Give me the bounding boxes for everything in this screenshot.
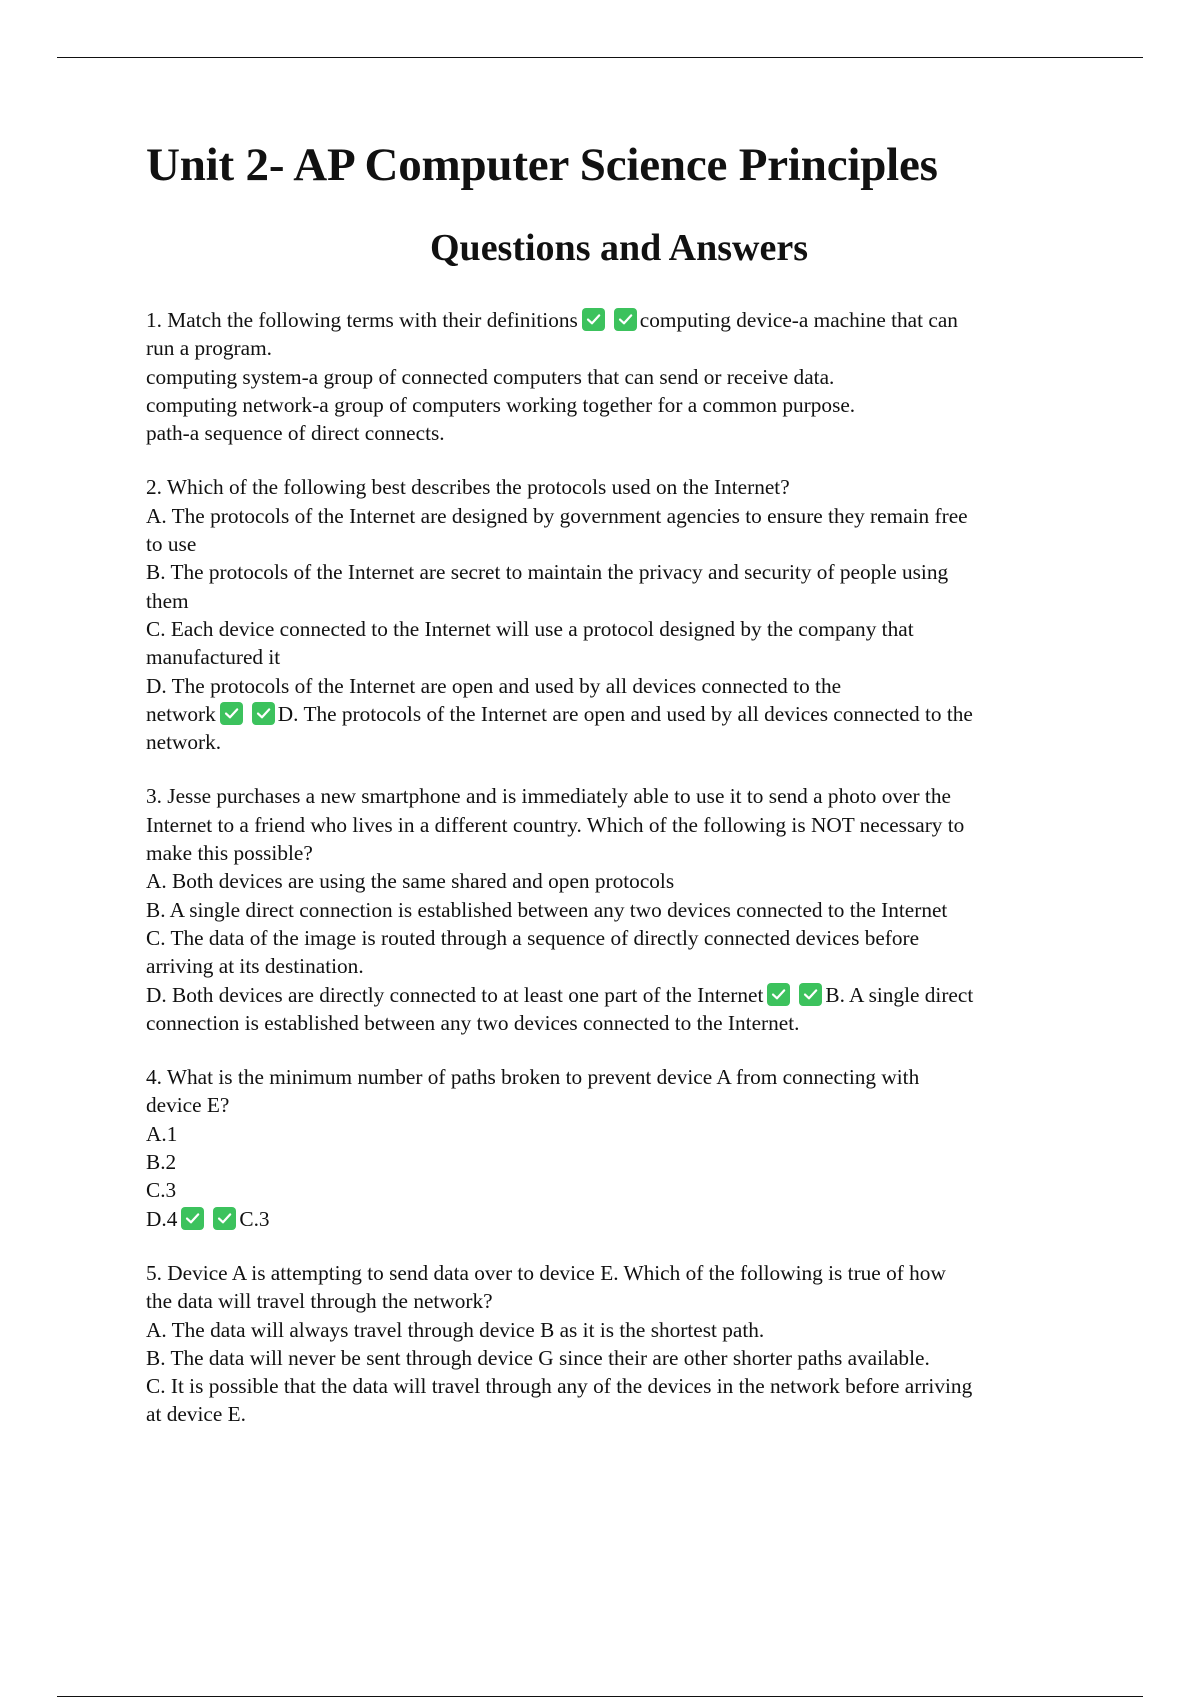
question-line: 2. Which of the following best describes the protocols used on the Internet? [146, 475, 790, 500]
question-line: computing network-a group of computers working together for a common purpose. [146, 392, 856, 417]
document-title: Unit 2- AP Computer Science Principles [146, 139, 938, 191]
document-subtitle: Questions and Answers [430, 227, 808, 269]
question-block [146, 306, 1092, 447]
question-line: A. Both devices are using the same shared and open protocols [146, 869, 675, 894]
question-line: D. The protocols of the Internet are open and used by all devices connected to the [146, 673, 842, 698]
question-line: at device E. [146, 1402, 246, 1427]
question-line: arriving at its destination. [146, 954, 364, 979]
answer-text: computing device-a machine that can [639, 308, 958, 332]
question-line: device E? [146, 1093, 230, 1118]
question-line: B. The data will never be sent through device G since their are other shorter paths available. [146, 1345, 930, 1370]
question-line: computing system-a group of connected computers that can send or receive data. [146, 364, 835, 389]
question-block [146, 782, 1092, 1037]
question-line: C. The data of the image is routed through a sequence of directly connected devices before [146, 925, 920, 950]
header-rule [57, 57, 1143, 58]
question-line: to use [146, 532, 197, 557]
question-line: 5. Device A is attempting to send data over to device E. Which of the following is true of how [146, 1260, 946, 1285]
question-block [146, 1063, 1092, 1233]
question-line: make this possible? [146, 841, 313, 866]
question-line: 3. Jesse purchases a new smartphone and is immediately able to use it to send a photo over the [146, 784, 951, 809]
question-line: the data will travel through the network? [146, 1289, 493, 1314]
question-line [146, 1205, 1092, 1233]
question-text: D. Both devices are directly connected to at least one part of the Internet [146, 982, 764, 1007]
questions-list [146, 306, 1092, 1455]
check-mark-icon [252, 702, 275, 725]
question-text: network [146, 701, 216, 726]
check-mark-icon [220, 702, 243, 725]
question-text: 1. Match the following terms with their definitions [146, 308, 578, 332]
question-line [146, 981, 1092, 1009]
question-line: them [146, 588, 189, 613]
question-line: A. The data will always travel through device B as it is the shortest path. [146, 1317, 765, 1342]
question-line: manufactured it [146, 645, 281, 670]
question-line: C. Each device connected to the Internet will use a protocol designed by the company that [146, 616, 914, 641]
answer-text: B. A single direct [825, 982, 974, 1007]
question-line: C.3 [146, 1178, 177, 1203]
question-line: Internet to a friend who lives in a different country. Which of the following is NOT necessary to [146, 812, 965, 837]
question-line: B.2 [146, 1150, 177, 1175]
question-line: network. [146, 730, 222, 755]
question-line: A.1 [146, 1121, 178, 1146]
question-line: connection is established between any two devices connected to the Internet. [146, 1010, 800, 1035]
answer-text: C.3 [239, 1206, 270, 1231]
question-line [146, 306, 1092, 334]
check-mark-icon [767, 983, 790, 1006]
check-mark-icon [213, 1207, 236, 1230]
question-line: C. It is possible that the data will travel through any of the devices in the network before arriving [146, 1374, 973, 1399]
question-line: path-a sequence of direct connects. [146, 421, 445, 446]
answer-text: D. The protocols of the Internet are open and used by all devices connected to the [277, 701, 973, 726]
check-mark-icon [181, 1207, 204, 1230]
question-block [146, 473, 1092, 756]
check-mark-icon [799, 983, 822, 1006]
check-mark-icon [582, 308, 605, 331]
question-text: D.4 [146, 1206, 178, 1231]
question-line: run a program. [146, 336, 272, 361]
question-line: 4. What is the minimum number of paths broken to prevent device A from connecting with [146, 1065, 920, 1090]
footer-rule [57, 1696, 1143, 1697]
question-line: B. The protocols of the Internet are secret to maintain the privacy and security of people using [146, 560, 949, 585]
question-line: B. A single direct connection is established between any two devices connected to the Internet [146, 897, 948, 922]
check-mark-icon [614, 308, 637, 331]
question-line: A. The protocols of the Internet are designed by government agencies to ensure they remain free [146, 503, 968, 528]
question-line [146, 700, 1092, 728]
question-block [146, 1259, 1092, 1429]
